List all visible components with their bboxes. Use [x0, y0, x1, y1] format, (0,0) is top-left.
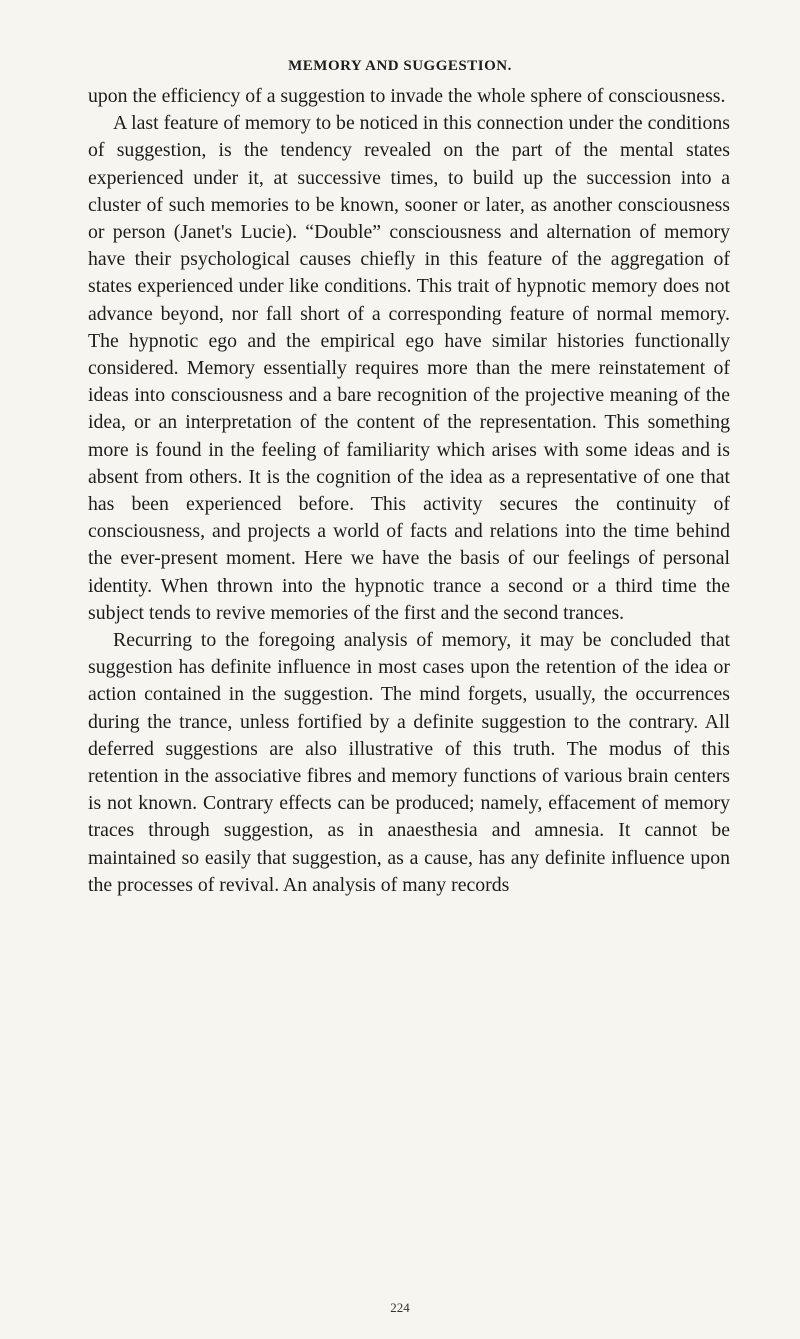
- paragraph-memory-feature: A last feature of memory to be noticed in this connection under the conditions of suggestion, is the tendency revealed on the part of the mental states experienced under it, at successive times, to build up the succession into a cluster of such memories to be known, sooner or later, as another consciousness or person (Janet's Lucie). “Double” consciousness and alternation of memory have their psychological causes chiefly in this feature of the aggregation of states experienced under like conditions. This trait of hypnotic memory does not advance beyond, nor fall short of a corresponding feature of normal memory. The hypnotic ego and the empirical ego have similar histories functionally considered. Memory essentially requires more than the mere reinstatement of ideas into consciousness and a bare recognition of the projective meaning of the idea, or an interpretation of the content of the representation. This something more is found in the feeling of familiarity which arises with some ideas and is absent from others. It is the cognition of the idea as a representative of one that has been experienced before. This activity secures the continuity of consciousness, and projects a world of facts and relations into the time behind the ever-present moment. Here we have the basis of our feelings of personal identity. When thrown into the hypnotic trance a second or a third time the subject tends to revive memories of the first and the second trances.: [88, 112, 730, 624]
- running-head: MEMORY AND SUGGESTION.: [288, 58, 512, 74]
- paragraph-recurring-analysis: Recurring to the foregoing analysis of memory, it may be concluded that suggestion has definite influence in most cases upon the retention of the idea or action contained in the suggestion. The mind forgets, usually, the occurrences during the trance, unless fortified by a definite suggestion to the contrary. All deferred suggestions are also illustrative of this truth. The modus of this retention in the associative fibres and memory functions of various brain centers is not known. Contrary effects can be produced; namely, effacement of memory traces through suggestion, as in anaesthesia and amnesia. It cannot be maintained so easily that suggestion, as a cause, has any definite influence upon the processes of revival. An analysis of many records: [88, 629, 730, 896]
- body-text: [88, 83, 730, 899]
- paragraph-continuation: upon the efficiency of a suggestion to invade the whole sphere of consciousness.: [88, 85, 726, 107]
- page-number: 224: [390, 1300, 410, 1315]
